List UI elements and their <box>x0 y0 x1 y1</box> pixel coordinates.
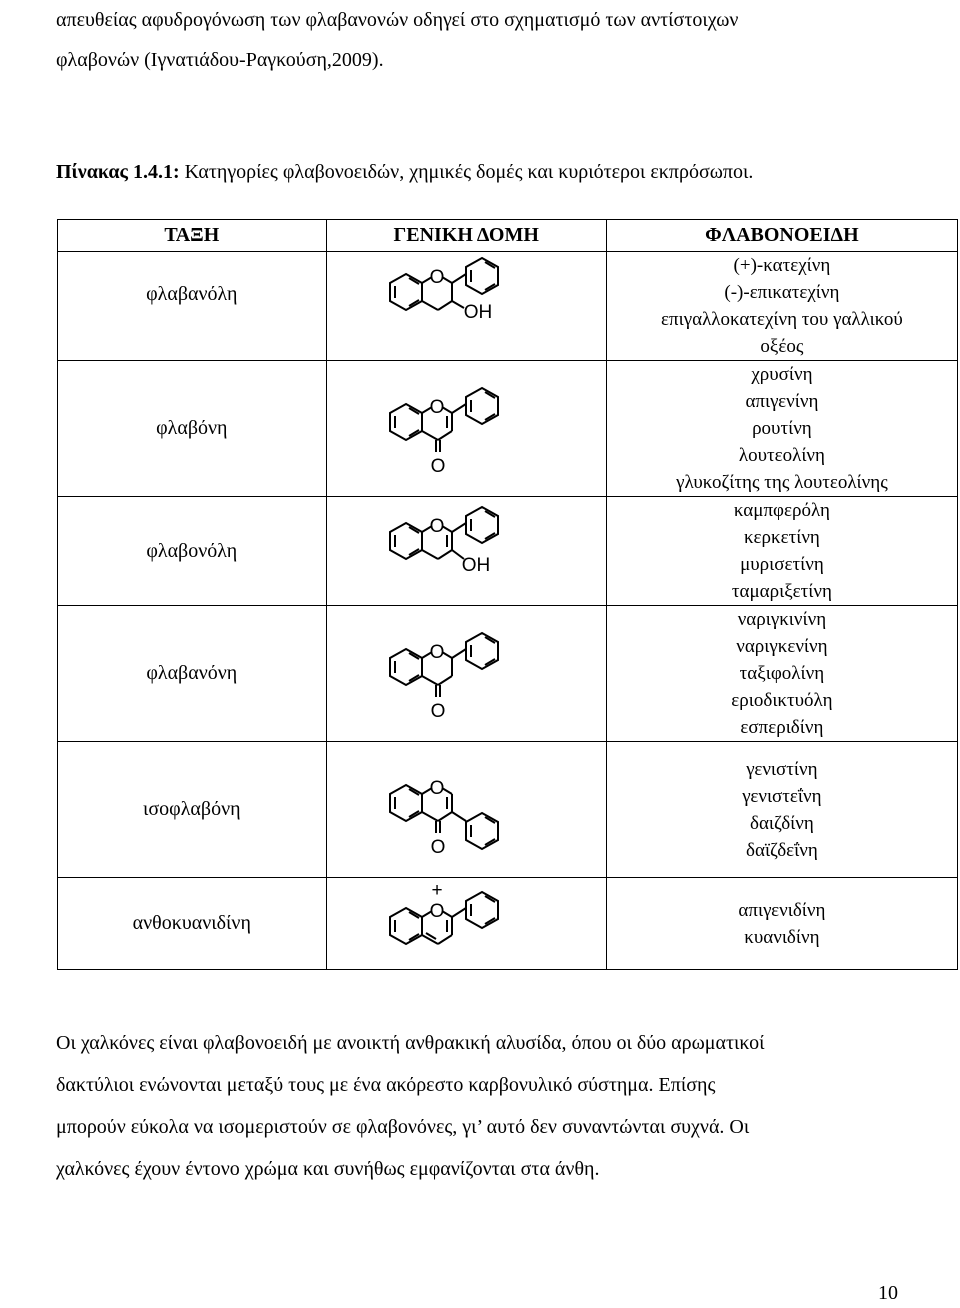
intro-paragraph <box>56 0 906 80</box>
oxygen-label: O <box>429 641 445 663</box>
structure-cell <box>326 497 606 606</box>
examples-cell <box>606 497 957 606</box>
class-cell <box>58 361 327 497</box>
header-flavonoids: ΦΛΑΒΟΝΟΕΙΔΗ <box>606 220 957 252</box>
table-row <box>58 361 958 497</box>
header-class: ΤΑΞΗ <box>58 220 327 252</box>
oxygen-label: O <box>429 777 445 799</box>
outro-line-1: Οι χαλκόνες είναι φλαβονοειδή με ανοικτή ανθρακική αλυσίδα, όπου οι δύο αρωματικοί <box>56 1032 765 1054</box>
anthocyanidin-structure <box>366 884 566 964</box>
outro-line-4: χαλκόνες έχουν έντονο χρώμα και συνήθως εμφανίζονται στα άνθη. <box>56 1158 600 1180</box>
chalcones-paragraph <box>56 1022 906 1190</box>
class-cell <box>58 742 327 878</box>
intro-line-1: απευθείας αφυδρογόνωση των φλαβανονών οδηγεί στο σχηματισμό των αντίστοιχων <box>56 9 739 31</box>
structure-cell <box>326 361 606 497</box>
oxygen-label: O <box>429 900 445 922</box>
example-item: κερκετίνη <box>743 527 820 548</box>
examples-cell <box>606 361 957 497</box>
flavonoid-table <box>57 219 958 970</box>
caption-label: Πίνακας 1.4.1: <box>56 161 180 183</box>
table-row <box>58 742 958 878</box>
example-item: εσπεριδίνη <box>740 717 824 738</box>
class-cell <box>58 606 327 742</box>
carbonyl-oxygen-label: O <box>430 455 446 477</box>
example-item: (+)-κατεχίνη <box>733 255 831 276</box>
example-item: δαϊζδεΐνη <box>746 839 818 861</box>
isoflavone-structure <box>366 755 566 865</box>
flavone-structure <box>366 374 566 484</box>
hydroxyl-label: OH <box>461 555 491 576</box>
example-item: λουτεολίνη <box>738 445 825 466</box>
hydroxyl-label: OH <box>463 302 493 323</box>
example-item: ναριγκινίνη <box>737 609 827 630</box>
example-item: γλυκοζίτης της λουτεολίνης <box>676 472 888 493</box>
class-label: φλαβανόλη <box>146 282 238 305</box>
example-item: ταμαριξετίνη <box>731 581 832 602</box>
class-label: φλαβόνη <box>156 417 228 439</box>
carbonyl-oxygen-label: O <box>430 700 446 722</box>
examples-cell <box>606 878 957 970</box>
example-item: κυανιδίνη <box>744 926 820 948</box>
example-item: επιγαλλοκατεχίνη του γαλλικού <box>661 309 903 330</box>
example-item: απιγενιδίνη <box>738 899 826 921</box>
caption-text: Κατηγορίες φλαβονοειδών, χημικές δομές και κυριότεροι εκπρόσωποι. <box>179 161 754 183</box>
table-row <box>58 878 958 970</box>
example-item: ρουτίνη <box>752 418 812 439</box>
structure-cell <box>326 606 606 742</box>
example-item: (-)-επικατεχίνη <box>724 282 840 303</box>
structure-cell <box>326 252 606 361</box>
structure-cell <box>326 742 606 878</box>
plus-charge-label: + <box>431 883 443 901</box>
intro-line-2: φλαβονών (Ιγνατιάδου-Ραγκούση,2009). <box>56 49 384 71</box>
example-item: απιγενίνη <box>745 391 819 412</box>
class-cell <box>58 252 327 361</box>
class-cell <box>58 878 327 970</box>
class-label: φλαβανόνη <box>146 662 238 684</box>
oxygen-label: O <box>429 396 445 418</box>
example-item: εριοδικτυόλη <box>731 690 833 711</box>
example-item: μυρισετίνη <box>740 554 824 575</box>
table-caption <box>56 156 906 188</box>
example-item: ταξιφολίνη <box>739 663 825 684</box>
examples-cell <box>606 606 957 742</box>
table-row <box>58 252 958 361</box>
example-item: γενιστεΐνη <box>742 785 822 807</box>
example-item: καμπφερόλη <box>733 500 830 521</box>
table-row <box>58 606 958 742</box>
header-structure: ΓΕΝΙΚΗ ΔΟΜΗ <box>326 220 606 252</box>
table-header-row <box>58 220 958 252</box>
flavonol-structure <box>366 501 566 601</box>
structure-cell <box>326 878 606 970</box>
outro-line-2: δακτύλιοι ενώνονται μεταξύ τους με ένα ακόρεστο καρβονυλικό σύστημα. Επίσης <box>56 1074 716 1096</box>
example-item: ναριγκενίνη <box>736 636 828 657</box>
examples-cell <box>606 742 957 878</box>
class-label: ισοφλαβόνη <box>143 798 241 820</box>
flavanone-structure <box>366 619 566 729</box>
example-item: χρυσίνη <box>751 364 813 385</box>
class-label: ανθοκυανιδίνη <box>132 912 251 934</box>
class-cell <box>58 497 327 606</box>
table-row <box>58 497 958 606</box>
outro-line-3: μπορούν εύκολα να ισομεριστούν σε φλαβονόνες, γι’ αυτό δεν συναντώνται συχνά. Οι <box>56 1116 750 1138</box>
class-label: φλαβονόλη <box>146 539 238 562</box>
examples-cell <box>606 252 957 361</box>
carbonyl-oxygen-label: O <box>430 836 446 858</box>
example-item: γενιστίνη <box>746 758 818 780</box>
oxygen-label: O <box>429 516 445 537</box>
page-number: 10 <box>878 1282 898 1304</box>
example-item: οξέος <box>760 336 804 357</box>
example-item: δαιζδίνη <box>750 812 814 834</box>
flavanol-structure <box>366 256 566 356</box>
oxygen-label: O <box>429 267 445 288</box>
